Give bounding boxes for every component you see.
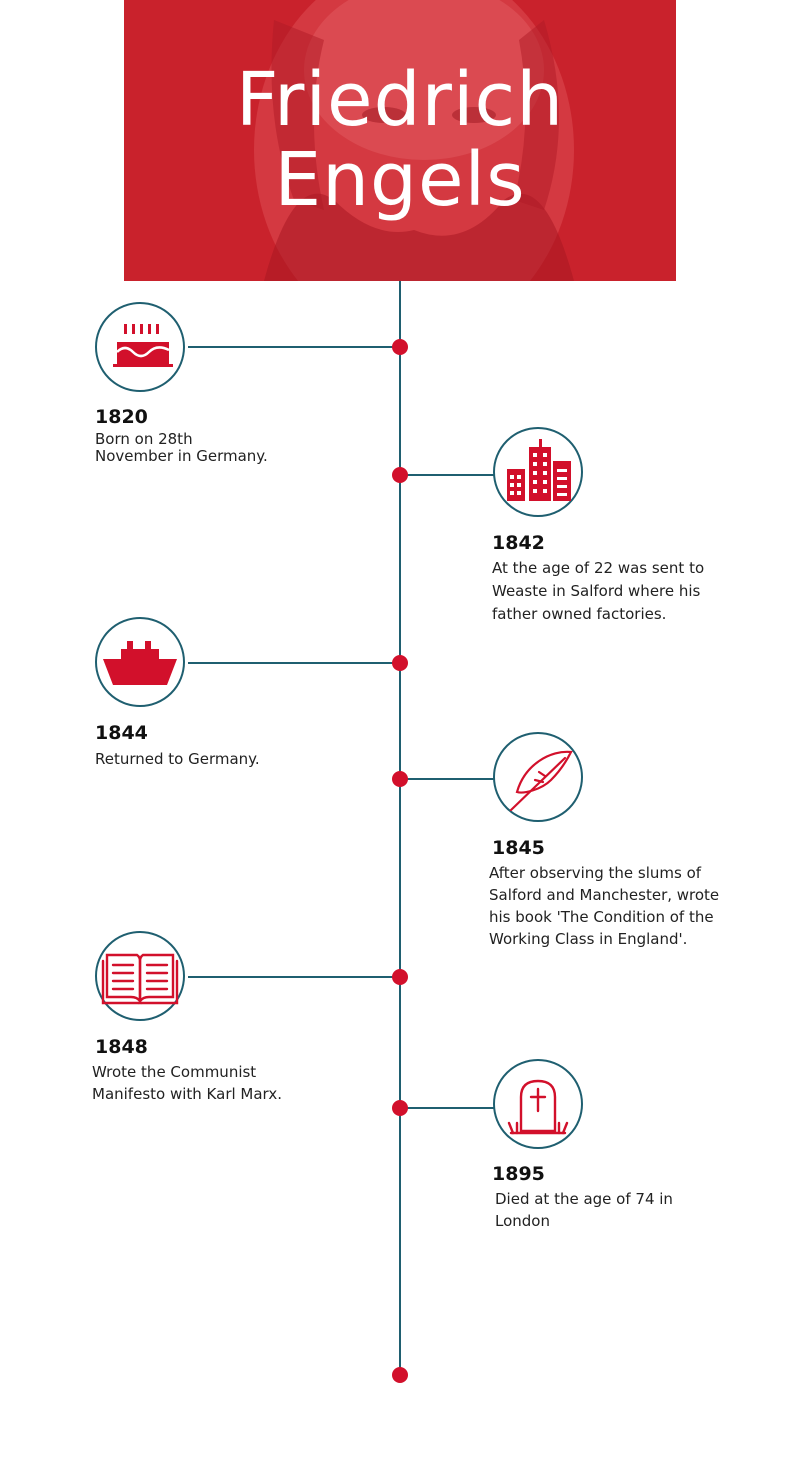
event-text-1842: At the age of 22 was sent to Weaste in Salford where his father owned factories. [492, 559, 705, 623]
event-year-1895: 1895 [492, 1163, 545, 1185]
icon-circle-1820 [95, 302, 185, 392]
timeline-axis [399, 281, 401, 1375]
title-line-2: Engels [274, 137, 526, 223]
timeline-dot-1895 [392, 1100, 408, 1116]
event-text-1845: After observing the slums of Salford and Manchester, wrote his book 'The Condition of the Working Class in England'. [489, 864, 720, 948]
birthday-cake-icon [97, 304, 183, 390]
connector-1820 [188, 346, 400, 348]
page-title [124, 57, 676, 223]
connector-1895 [400, 1107, 494, 1109]
timeline-dot-1845 [392, 771, 408, 787]
open-book-icon [97, 933, 183, 1019]
title-line-1: Friedrich [235, 57, 565, 143]
timeline-dot-1844 [392, 655, 408, 671]
icon-circle-1848 [95, 931, 185, 1021]
ship-icon [97, 619, 183, 705]
event-year-1848: 1848 [95, 1036, 148, 1058]
event-year-1845: 1845 [492, 837, 545, 859]
event-text-1895: Died at the age of 74 in London [495, 1190, 673, 1230]
icon-circle-1844 [95, 617, 185, 707]
event-year-1820: 1820 [95, 406, 148, 428]
event-text-1844: Returned to Germany. [95, 750, 260, 768]
connector-1844 [188, 662, 400, 664]
event-year-1844: 1844 [95, 722, 148, 744]
city-buildings-icon [495, 429, 581, 515]
quill-feather-icon [495, 734, 581, 820]
timeline-dot-1820 [392, 339, 408, 355]
connector-1845 [400, 778, 494, 780]
icon-circle-1845 [493, 732, 583, 822]
gravestone-icon [495, 1061, 581, 1147]
icon-circle-1895 [493, 1059, 583, 1149]
connector-1842 [400, 474, 494, 476]
timeline-dot-1842 [392, 467, 408, 483]
timeline-end-dot [392, 1367, 408, 1383]
event-text-1820: Born on 28th November in Germany. [95, 430, 268, 465]
icon-circle-1842 [493, 427, 583, 517]
event-text-1848: Wrote the Communist Manifesto with Karl Marx. [92, 1063, 282, 1103]
header-banner [124, 0, 676, 281]
event-year-1842: 1842 [492, 532, 545, 554]
connector-1848 [188, 976, 400, 978]
timeline-dot-1848 [392, 969, 408, 985]
